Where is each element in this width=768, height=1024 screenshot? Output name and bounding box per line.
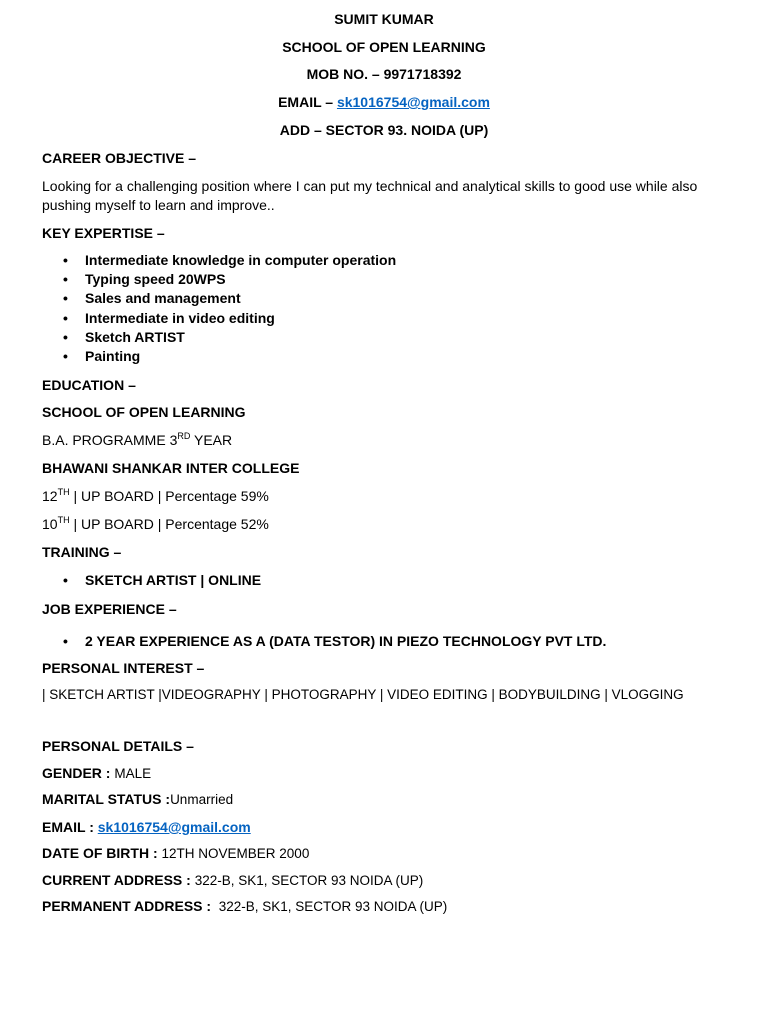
- career-objective-text-line1: Looking for a challenging position where I can put my technical and analytical skills to good use while also: [42, 178, 698, 194]
- current-address-label: CURRENT ADDRESS :: [42, 872, 195, 888]
- education-school2: BHAWANI SHANKAR INTER COLLEGE: [42, 460, 300, 476]
- ba-prefix: B.A. PROGRAMME 3: [42, 432, 178, 448]
- header-mobile: MOB NO. – 9971718392: [306, 66, 462, 82]
- education-class12: [42, 487, 728, 508]
- marital-status-row: [42, 791, 233, 807]
- training-heading: TRAINING –: [42, 544, 122, 560]
- bullet-icon: •: [63, 310, 68, 326]
- header-school: SCHOOL OF OPEN LEARNING: [282, 39, 486, 55]
- career-objective-text-line2: pushing myself to learn and improve..: [42, 197, 275, 213]
- dob-row: [42, 845, 309, 861]
- bullet-icon: •: [63, 290, 68, 306]
- c10-sup: TH: [57, 515, 70, 525]
- list-item: Sales and management: [85, 290, 241, 306]
- dob-label: DATE OF BIRTH :: [42, 845, 162, 861]
- marital-status-value: Unmarried: [170, 792, 234, 807]
- bullet-icon: •: [63, 329, 68, 345]
- personal-details-heading: PERSONAL DETAILS –: [42, 738, 194, 754]
- applicant-name: SUMIT KUMAR: [334, 11, 434, 27]
- education-heading: EDUCATION –: [42, 377, 136, 393]
- bullet-icon: •: [63, 271, 68, 287]
- personal-email-label: EMAIL :: [42, 819, 98, 835]
- gender-label: GENDER :: [42, 765, 115, 781]
- list-item: Typing speed 20WPS: [85, 271, 226, 287]
- c12-sup: TH: [57, 487, 70, 497]
- personal-email-row: [42, 819, 251, 835]
- list-item: Sketch ARTIST: [85, 329, 185, 345]
- c12-suffix: | UP BOARD | Percentage 59%: [69, 488, 269, 504]
- list-item: Intermediate in video editing: [85, 310, 275, 326]
- personal-interest-heading: [42, 659, 728, 678]
- bullet-icon: •: [63, 252, 68, 268]
- current-address-row: [42, 872, 423, 888]
- job-experience-item: 2 YEAR EXPERIENCE AS A (DATA TESTOR) IN PIEZO TECHNOLOGY PVT LTD.: [85, 633, 607, 649]
- key-expertise-heading: KEY EXPERTISE –: [42, 225, 165, 241]
- permanent-address-label: PERMANENT ADDRESS :: [42, 898, 215, 914]
- bullet-icon: •: [63, 633, 68, 649]
- c12-prefix: 12: [42, 488, 58, 504]
- header-address: ADD – SECTOR 93. NOIDA (UP): [279, 122, 489, 138]
- personal-interest-heading-text: PERSONAL INTEREST –: [42, 660, 205, 676]
- current-address-value: 322-B, SK1, SECTOR 93 NOIDA (UP): [194, 873, 424, 888]
- gender-row: [42, 765, 151, 781]
- education-school1: SCHOOL OF OPEN LEARNING: [42, 404, 246, 420]
- bullet-icon: •: [63, 572, 68, 588]
- personal-interest-text: | SKETCH ARTIST |VIDEOGRAPHY | PHOTOGRAPHY | VIDEO EDITING | BODYBUILDING | VLOGGING: [42, 687, 684, 702]
- header-email-link[interactable]: sk1016754@gmail.com: [336, 94, 490, 110]
- job-experience-heading: JOB EXPERIENCE –: [42, 601, 177, 617]
- bullet-icon: •: [63, 348, 68, 364]
- permanent-address-row: [42, 898, 447, 914]
- education-class10: [42, 515, 728, 536]
- list-item: Intermediate knowledge in computer operation: [85, 252, 397, 268]
- ba-suffix: YEAR: [190, 432, 233, 448]
- header-email-label: EMAIL –: [278, 94, 337, 110]
- training-item: SKETCH ARTIST | ONLINE: [85, 572, 262, 588]
- list-item: Painting: [85, 348, 141, 364]
- gender-value: MALE: [114, 766, 152, 781]
- personal-email-link[interactable]: sk1016754@gmail.com: [97, 819, 251, 835]
- header-email: [0, 94, 768, 110]
- permanent-address-value: 322-B, SK1, SECTOR 93 NOIDA (UP): [214, 899, 448, 914]
- education-ba: [42, 431, 728, 452]
- c10-suffix: | UP BOARD | Percentage 52%: [69, 516, 269, 532]
- career-objective-heading: CAREER OBJECTIVE –: [42, 150, 197, 166]
- ba-sup: RD: [177, 431, 191, 441]
- marital-status-label: MARITAL STATUS :: [42, 791, 171, 807]
- dob-value: 12TH NOVEMBER 2000: [161, 846, 310, 861]
- c10-prefix: 10: [42, 516, 58, 532]
